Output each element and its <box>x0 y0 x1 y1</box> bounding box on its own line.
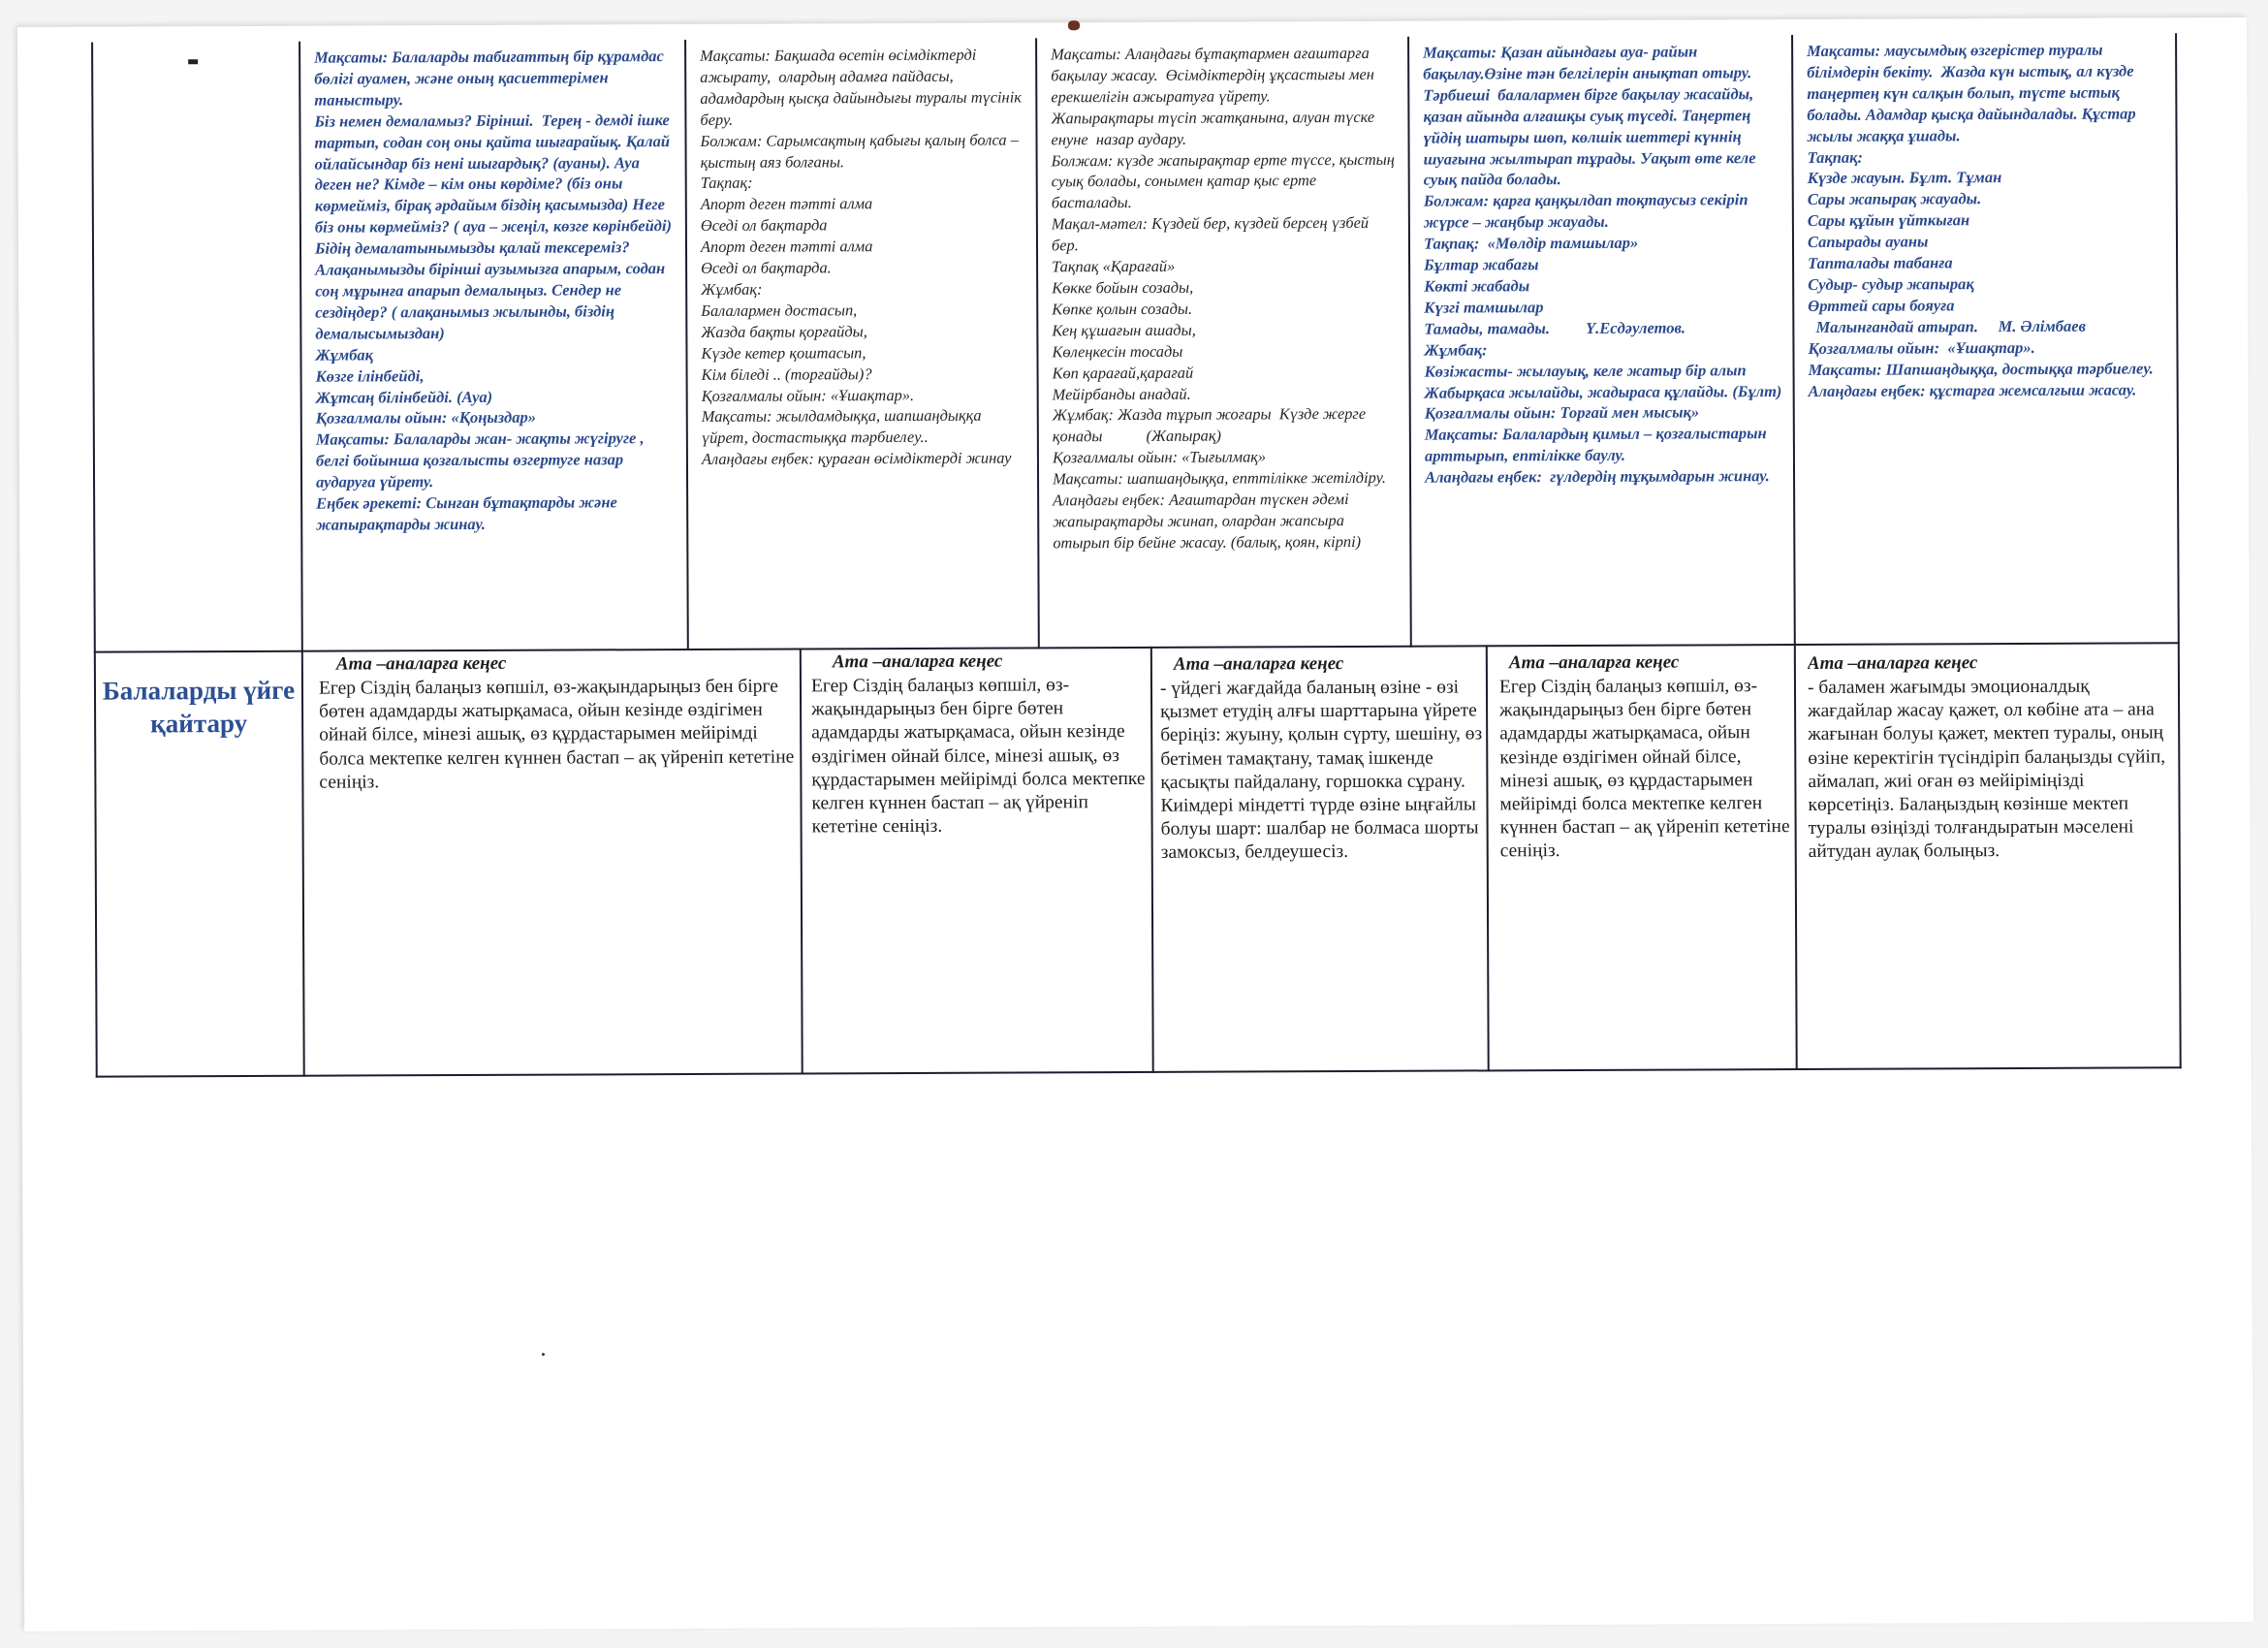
row-label-going-home: Балаларды үйге қайтару <box>102 675 296 739</box>
plan-cell-2: Мақсаты: Бақшада өсетiн өсiмдiктердi ажырату, олардың адамға пайдасы, адамдардың қысқа дайындығы туралы түсiнiк беру. Болжам: Сарымсақтың қабығы қалың болса – қыстың аяз болғаны. Тақпақ: Апорт деген тәттi алма Өседi ол бақтарда Апорт деген тәттi алма Өседi ол бақтарда. Жұмбақ: Балалармен достасып, Жазда бақты қорғайды, Күзде кетер қоштасып, Кiм бiледi .. (торғайды)? Қозғалмалы ойын: «Ұшақтар». Мақсаты: жылдамдыққа, шапшаңдыққа үйрет, достастыққа тәрбиелеу.. Алаңдағы еңбек: қураған өсiмдiктердi жинау <box>700 45 1026 469</box>
advice-cell-4 <box>1499 651 1792 1065</box>
plan-cell-3: Мақсаты: Алаңдағы бұтақтармен ағаштарға бақылау жасау. Өсiмдiктердiң ұқсастығы мен ерекшелiгiн ажыратуға үйрету. Жапырақтары түсiп жатқанына, алуан түске енуне назар аудару. Болжам: күзде жапырақтар ерте түссе, қыстың суық болады, сонымен қатар қыс ерте басталады. Мақал-мәтел: Күздей бер, күздей берсең үзбей бер. Тақпақ «Қарағай» Көкке бойын созады, Көпке қолын созады. Кең құшағын ашады, Көлеңкесiн тосады Көп қарағай,қарағай Мейiрбанды анадай. Жұмбақ: Жазда тұрып жоғары Күзде жерге қонады (Жапырақ) Қозғалмалы ойын: «Тығылмақ» Мақсаты: шапшаңдыққа, епттiлiкке жетiлдiру. Алаңдағы еңбек: Ағаштардан түскен әдемi жапырақтарды жинап, олардан жапсыра отырып бiр бейне жасау. (балық, қоян, кiрпi) <box>1051 43 1400 553</box>
scan-speck <box>188 59 198 64</box>
advice-text: - баламен жағымды эмоционалдық жағдайлар жасау қажет, ол көбiне ата – ана жағынан болуы қажет, мектеп туралы, оның өзiне керектiгiн түсiндiрiп балаңызды сүйiп, аймалап, жиi оған өз мейiрiмiңiздi көрсетiңiз. Балаңыздың көзiнше мектеп туралы өзiңiздi толғандыратын мәселенi айтудан аулақ болыңыз. <box>1807 676 2166 863</box>
advice-cell-3 <box>1160 652 1484 1066</box>
plan-cell-1: Мақсаты: Балаларды табиғаттың бір құрамдас бөлігі ауамен, және оның қасиеттерімен таныстыру. Біз немен демаламыз? Біріншi. Терең - демдi iшке тартып, содан соң оны қайта шығарайық. Қалай ойлайсындар бiз нені шығардық? (ауаны). Ауа деген не? Кімде – кім оны көрдiме? (біз оны көрмеймiз, бiрақ әрдайым бiздiң қасымызда) Неге біз оны көрмеймiз? ( ауа – жеңiл, көзге көрiнбейдi) Бiдiң демалатынымызды қалай тексеремiз? Алақанымызды бiрiншi аузымызға апарым, содан соң мұрынға апарып демалыңыз. Сендер не сездiңдер? ( алақанымыз жылынды, бiздiң демалысымыздан) Жұмбақ Көзге iлiнбейдi, Жұтсаң бiлiнбейдi. (Ауа) Қозғалмалы ойын: «Қоңыздар» Мақсаты: Балаларды жан- жақты жүгiруге , белгi бойынша қозғалысты өзгертуге назар аударуға үйрету. Еңбек әрекетi: Сынған бұтақтарды және жапырақтарды жинау. <box>314 47 677 534</box>
scanned-page <box>17 17 2253 1632</box>
plan-cell-5: Мақсаты: маусымдық өзгерiстер туралы бiлiмдерiн бекiту. Жазда күн ыстық, ал күзде таңертең күн салқын болып, түсте ыстық болады. Адамдар қысқа дайындалады. Құстар жылы жаққа ұшады. Тақпақ: Күзде жауын. Бұлт. Тұман Сары жапырақ жауады. Сары құйын үйткыған Сапырады ауаны Тапталады табанға Судыр- судыр жапырақ Өрттей сары бояуға Малынғандай атырап. М. Әлiмбаев Қозғалмалы ойын: «Ұшақтар». Мақсаты: Шапшаңдыққа, достыққа тәрбиелеу. Алаңдағы еңбек: құстарға жемсалғыш жасау. <box>1807 40 2154 400</box>
advice-text: Егер Сiздiң балаңыз көпшiл, өз-жақындарыңыз бен бiрге бөтен адамдарды жатырқамаса, ойын кезiнде өздiгiмен ойнай бiлсе, мiнезi ашық, өз құрдастарымен мейiрiмдi болса мектепке келген күннен бастап – ақ үйренiп кететiне сенiңiз. <box>1498 676 1790 862</box>
advice-cell-2 <box>811 650 1149 1069</box>
advice-text: - үйдегi жағдайда баланың өзiне - өзi қызмет етудiң алғы шарттарына үйрете берiңiз: жуыну, қолын сүрту, шешiну, өз бетiмен тамақтану, тамақ iшкенде қасықты пайдалану, горшокка сұрану. Киiмдерi мiндеттi түрде өзiне ыңғайлы болуы шарт: шалбар не болмаса шорты замоксыз, белдеушесiз. <box>1159 677 1483 864</box>
bottom-col-divider-1 <box>800 648 803 1074</box>
advice-title: Ата –аналарға кеңес <box>1173 653 1344 675</box>
advice-title: Ата –аналарға кеңес <box>1508 651 1680 674</box>
advice-title: Ата –аналарға кеңес <box>335 652 507 675</box>
bottom-col-divider-2 <box>1150 647 1154 1073</box>
scan-speck <box>542 1353 545 1356</box>
table-left-border <box>91 43 98 1078</box>
advice-text: Егер Сiздiң балаңыз көпшiл, өз-жақындарыңыз бен бiрге бөтен адамдарды жатырқамаса, ойын кезiнде өздiгiмен ойнай бiлсе, мiнезi ашық, өз құрдастарымен мейiрiмдi болса мектепке келген күннен бастап – ақ үйренiп кететiне сенiңiз. <box>318 676 795 793</box>
advice-cell-5 <box>1808 651 2176 1064</box>
scan-speck <box>1068 20 1080 30</box>
bottom-col-divider-3 <box>1486 645 1490 1071</box>
advice-title: Ата –аналарға кеңес <box>1807 652 1978 674</box>
advice-cell-1 <box>319 652 796 1071</box>
plan-cell-4: Мақсаты: Қазан айындағы ауа- райын бақылау.Өзiне тән белгiлерiн анықтап отыру. Тәрбиешi балалармен бiрге бақылау жасайды, қазан айында алғашқы суық түседi. Таңертең үйдiң шатыры шөп, көлшiк шеттерi күннiң шуағына жылтырап тұрады. Уақыт өте келе суық пайда болады. Болжам: қарға қаңқылдап тоқтаусыз секiрiп жүрсе – жаңбыр жауады. Тақпақ: «Мөлдiр тамшылар» Бұлтар жабағы Көктi жабады Күзгi тамшылар Тамады, тамады. Ү.Есдәулетов. Жұмбақ: Көзiжасты- жылауық, келе жатыр бiр алып Жабырқаса жылайды, жадыраса құлайды. (Бұлт) Қозғалмалы ойын: Торғай мен мысық» Мақсаты: Балалардың қимыл – қозғалыстарын арттырып, ептiлiкке баулу. Алаңдағы еңбек: гүлдердiң тұқымдарын жинау. <box>1423 42 1782 487</box>
advice-title: Ата –аналарға кеңес <box>832 650 1003 673</box>
advice-text: Егер Сiздiң балаңыз көпшiл, өз-жақындарыңыз бен бiрге бөтен адамдарды жатырқамаса, ойын кезiнде өздiгiмен ойнай бiлсе, мiнезi ашық, өз құрдастарымен мейiрiмдi болса мектепке келген күннен бастап – ақ үйренiп кететiне сенiңiз. <box>810 675 1146 838</box>
